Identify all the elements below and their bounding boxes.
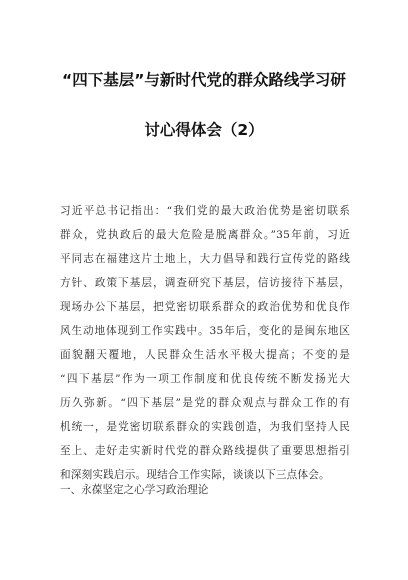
paragraph-line: 历久弥新。“四下基层”是党的群众观点与群众工作的有 [60, 397, 350, 409]
paragraph-line: 风生动地体现到工作实践中。35年后，变化的是闽东地区 [60, 325, 350, 337]
paragraph-line: 习近平总书记指出：“我们党的最大政治优势是密切联系 [60, 205, 350, 217]
paragraph-line: “四下基层”作为一项工作制度和优良传统不断发扬光大 [60, 373, 350, 385]
paragraph-line: 面貌翻天覆地，人民群众生活水平极大提高；不变的是 [60, 349, 350, 361]
paragraph-line: 至上、走好走实新时代党的群众路线提供了重要思想指引 [60, 445, 350, 457]
paragraph-line: 平同志在福建这片土地上，大力倡导和践行宣传党的路线 [60, 253, 350, 265]
paragraph-line: 和深刻实践启示。现结合工作实际，谈谈以下三点体会。 [60, 469, 330, 481]
section-heading-1: 一、永葆坚定之心学习政治理论 [60, 484, 209, 496]
paragraph-line: 方针、政策下基层，调查研究下基层，信访接待下基层， [60, 277, 350, 289]
paragraph-line: 群众，党执政后的最大危险是脱离群众。”35年前，习近 [60, 229, 350, 241]
document-title-line-1: “四下基层”与新时代党的群众路线学习研 [62, 71, 346, 89]
paragraph-line: 现场办公下基层，把党密切联系群众的政治优势和优良作 [60, 301, 350, 313]
body-paragraph [60, 199, 350, 487]
paragraph-line: 机统一，是党密切联系群众的实践创造，为我们坚持人民 [60, 421, 350, 433]
document-title-line-2: 讨心得体会（2） [144, 121, 264, 139]
